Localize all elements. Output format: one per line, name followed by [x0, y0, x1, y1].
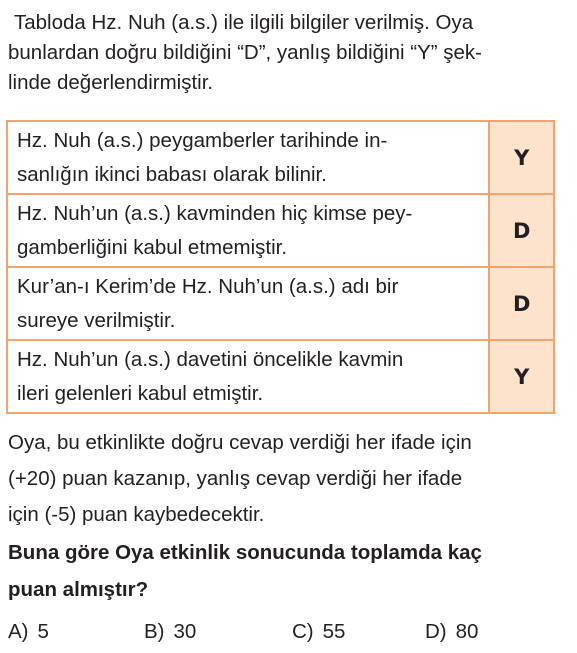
option-a[interactable]	[8, 616, 49, 648]
statement-line: Hz. Nuh (a.s.) peygamberler tarihinde in-	[17, 128, 388, 152]
intro-line: linde değerlendirmiştir.	[8, 71, 214, 94]
table-row	[7, 267, 554, 340]
option-value: 55	[322, 620, 346, 643]
answer-options	[8, 616, 568, 648]
statement-line: sanlığın ikinci babası olarak bilinir.	[17, 162, 327, 186]
question-text	[8, 534, 568, 608]
scoring-paragraph	[8, 425, 568, 533]
statement-cell	[7, 121, 489, 194]
table-row	[7, 121, 554, 194]
option-letter: B)	[144, 620, 165, 643]
option-value: 80	[455, 620, 479, 643]
paragraph-line: Oya, bu etkinlikte doğru cevap verdiği her ifade için	[8, 431, 472, 454]
statement-line: ileri gelenleri kabul etmiştir.	[17, 381, 264, 405]
question-line: puan almıştır?	[8, 578, 149, 601]
option-letter: C)	[292, 620, 314, 643]
intro-line: bunlardan doğru bildiğini “D”, yanlış bildiğini “Y” şek-	[8, 41, 483, 64]
table-row	[7, 340, 554, 413]
intro-line: Tabloda Hz. Nuh (a.s.) ile ilgili bilgiler verilmiş. Oya	[14, 11, 474, 34]
statement-cell	[7, 194, 489, 267]
answer-cell: Y	[489, 340, 554, 413]
statement-line: gamberliğini kabul etmemiştir.	[17, 235, 288, 259]
option-c[interactable]	[292, 616, 345, 648]
statement-cell	[7, 340, 489, 413]
statement-line: Kur’an-ı Kerim’de Hz. Nuh’un (a.s.) adı bir	[17, 274, 399, 298]
statement-line: Hz. Nuh’un (a.s.) davetini öncelikle kavmin	[17, 347, 404, 371]
option-value: 5	[37, 620, 49, 643]
option-d[interactable]	[425, 616, 478, 648]
table-row	[7, 194, 554, 267]
answer-cell: D	[489, 194, 554, 267]
statement-line: Hz. Nuh’un (a.s.) kavminden hiç kimse pey-	[17, 201, 413, 225]
statement-cell	[7, 267, 489, 340]
intro-text	[8, 8, 564, 98]
option-letter: A)	[8, 620, 29, 643]
option-value: 30	[173, 620, 197, 643]
question-line: Buna göre Oya etkinlik sonucunda toplamda kaç	[8, 541, 482, 564]
statements-table	[6, 120, 555, 414]
paragraph-line: (+20) puan kazanıp, yanlış cevap verdiği her ifade	[8, 467, 463, 490]
answer-cell: D	[489, 267, 554, 340]
statement-line: sureye verilmiştir.	[17, 308, 176, 332]
paragraph-line: için (-5) puan kaybedecektir.	[8, 503, 265, 526]
option-b[interactable]	[144, 616, 196, 648]
option-letter: D)	[425, 620, 447, 643]
answer-cell: Y	[489, 121, 554, 194]
